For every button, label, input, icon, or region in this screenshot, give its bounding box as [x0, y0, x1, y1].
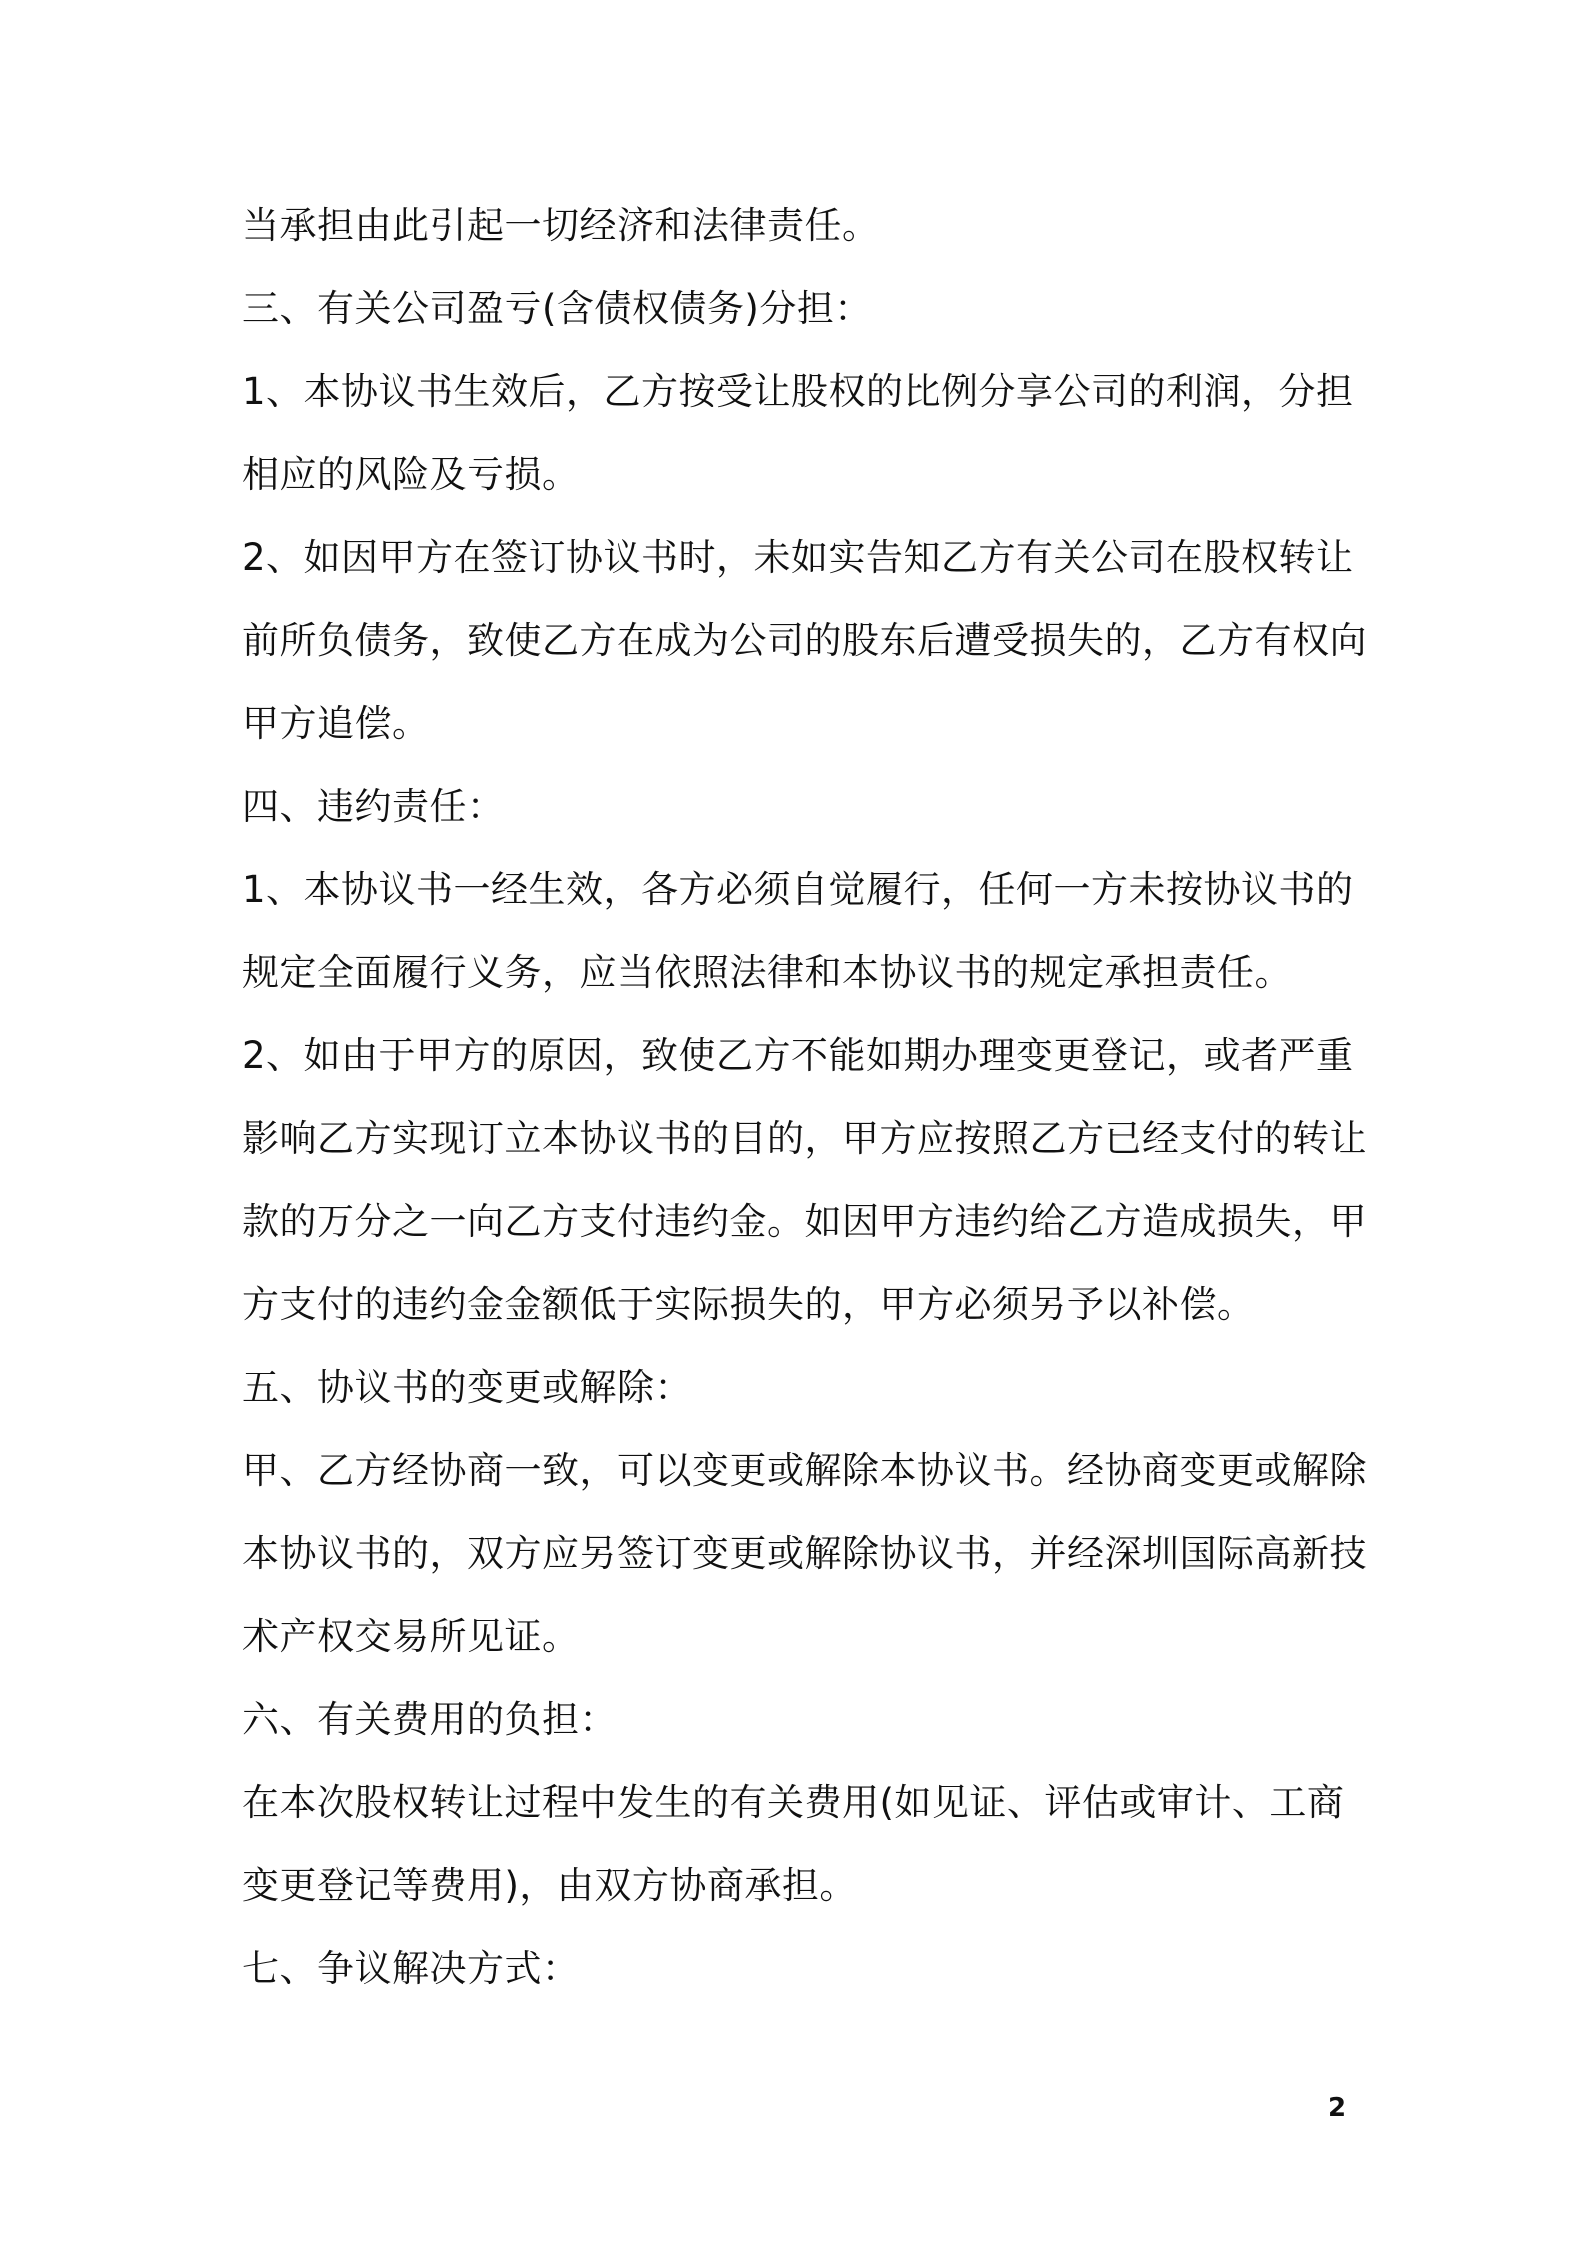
text-line: 当承担由此引起一切经济和法律责任。 — [242, 204, 880, 247]
section-heading: 七、争议解决方式： — [242, 1947, 580, 1990]
section-heading: 六、有关费用的负担： — [242, 1698, 617, 1741]
text-line: 2、如由于甲方的原因，致使乙方不能如期办理变更登记，或者严重 — [242, 1034, 1354, 1077]
text-line: 甲、乙方经协商一致，可以变更或解除本协议书。经协商变更或解除 — [242, 1449, 1367, 1492]
text-line: 方支付的违约金金额低于实际损失的，甲方必须另予以补偿。 — [242, 1283, 1255, 1326]
text-line: 2、如因甲方在签订协议书时，未如实告知乙方有关公司在股权转让 — [242, 536, 1354, 579]
text-line: 影响乙方实现订立本协议书的目的，甲方应按照乙方已经支付的转让 — [242, 1117, 1367, 1160]
text-line: 1、本协议书生效后，乙方按受让股权的比例分享公司的利润，分担 — [242, 370, 1354, 413]
text-line: 在本次股权转让过程中发生的有关费用(如见证、评估或审计、工商 — [242, 1781, 1345, 1824]
section-heading: 三、有关公司盈亏(含债权债务)分担： — [242, 287, 872, 330]
text-line: 术产权交易所见证。 — [242, 1615, 580, 1658]
section-heading: 五、协议书的变更或解除： — [242, 1366, 692, 1409]
text-line: 前所负债务，致使乙方在成为公司的股东后遭受损失的，乙方有权向 — [242, 619, 1367, 662]
text-line: 相应的风险及亏损。 — [242, 453, 580, 496]
text-line: 甲方追偿。 — [242, 702, 430, 745]
text-line: 款的万分之一向乙方支付违约金。如因甲方违约给乙方造成损失，甲 — [242, 1200, 1367, 1243]
section-heading: 四、违约责任： — [242, 785, 505, 828]
page-number: 2 — [1328, 2093, 1347, 2123]
text-line: 规定全面履行义务，应当依照法律和本协议书的规定承担责任。 — [242, 951, 1292, 994]
text-line: 1、本协议书一经生效，各方必须自觉履行，任何一方未按协议书的 — [242, 868, 1354, 911]
text-line: 变更登记等费用)，由双方协商承担。 — [242, 1864, 857, 1907]
text-line: 本协议书的，双方应另签订变更或解除协议书，并经深圳国际高新技 — [242, 1532, 1367, 1575]
